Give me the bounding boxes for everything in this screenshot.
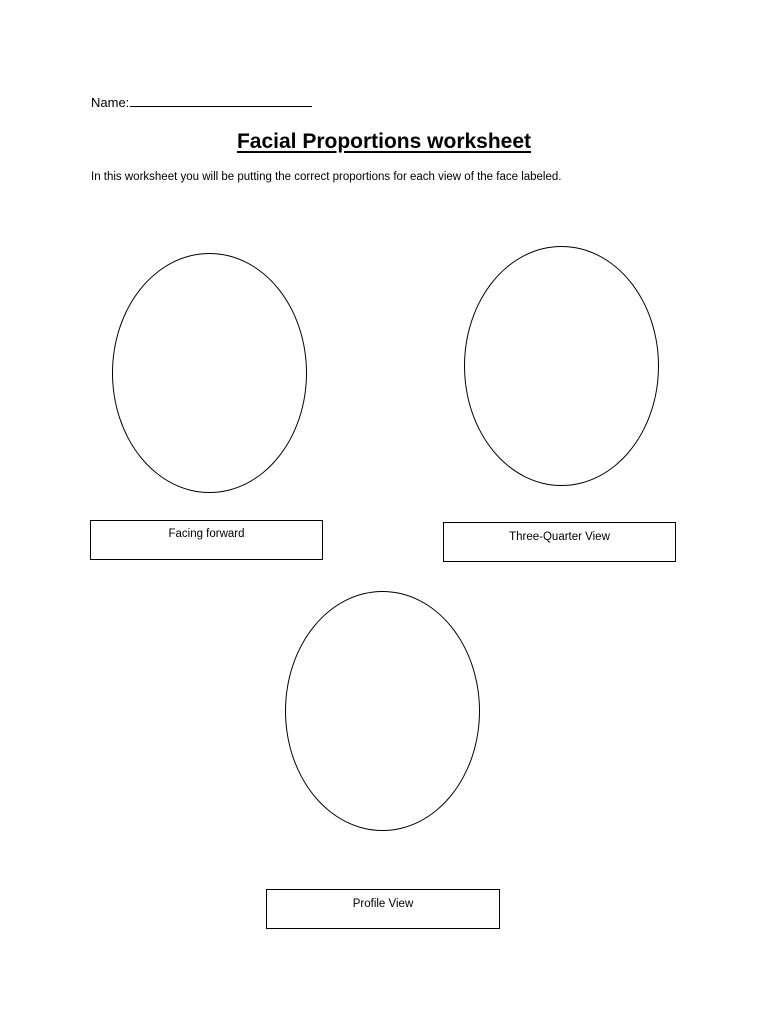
name-field <box>91 94 312 111</box>
face-oval-forward[interactable] <box>112 253 307 493</box>
label-box-three-quarter <box>443 522 676 562</box>
label-three-quarter: Three-Quarter View <box>509 531 610 543</box>
label-profile: Profile View <box>352 898 414 910</box>
face-oval-three-quarter[interactable] <box>464 246 659 486</box>
face-oval-profile[interactable] <box>285 591 480 831</box>
label-box-forward <box>90 520 323 560</box>
label-forward: Facing forward <box>168 528 245 540</box>
name-label: Name: <box>91 95 130 110</box>
instructions-text: In this worksheet you will be putting the correct proportions for each view of the face labeled. <box>91 171 562 183</box>
page-title: Facial Proportions worksheet <box>236 130 532 153</box>
name-blank-line[interactable] <box>130 94 312 107</box>
label-box-profile <box>266 889 500 929</box>
